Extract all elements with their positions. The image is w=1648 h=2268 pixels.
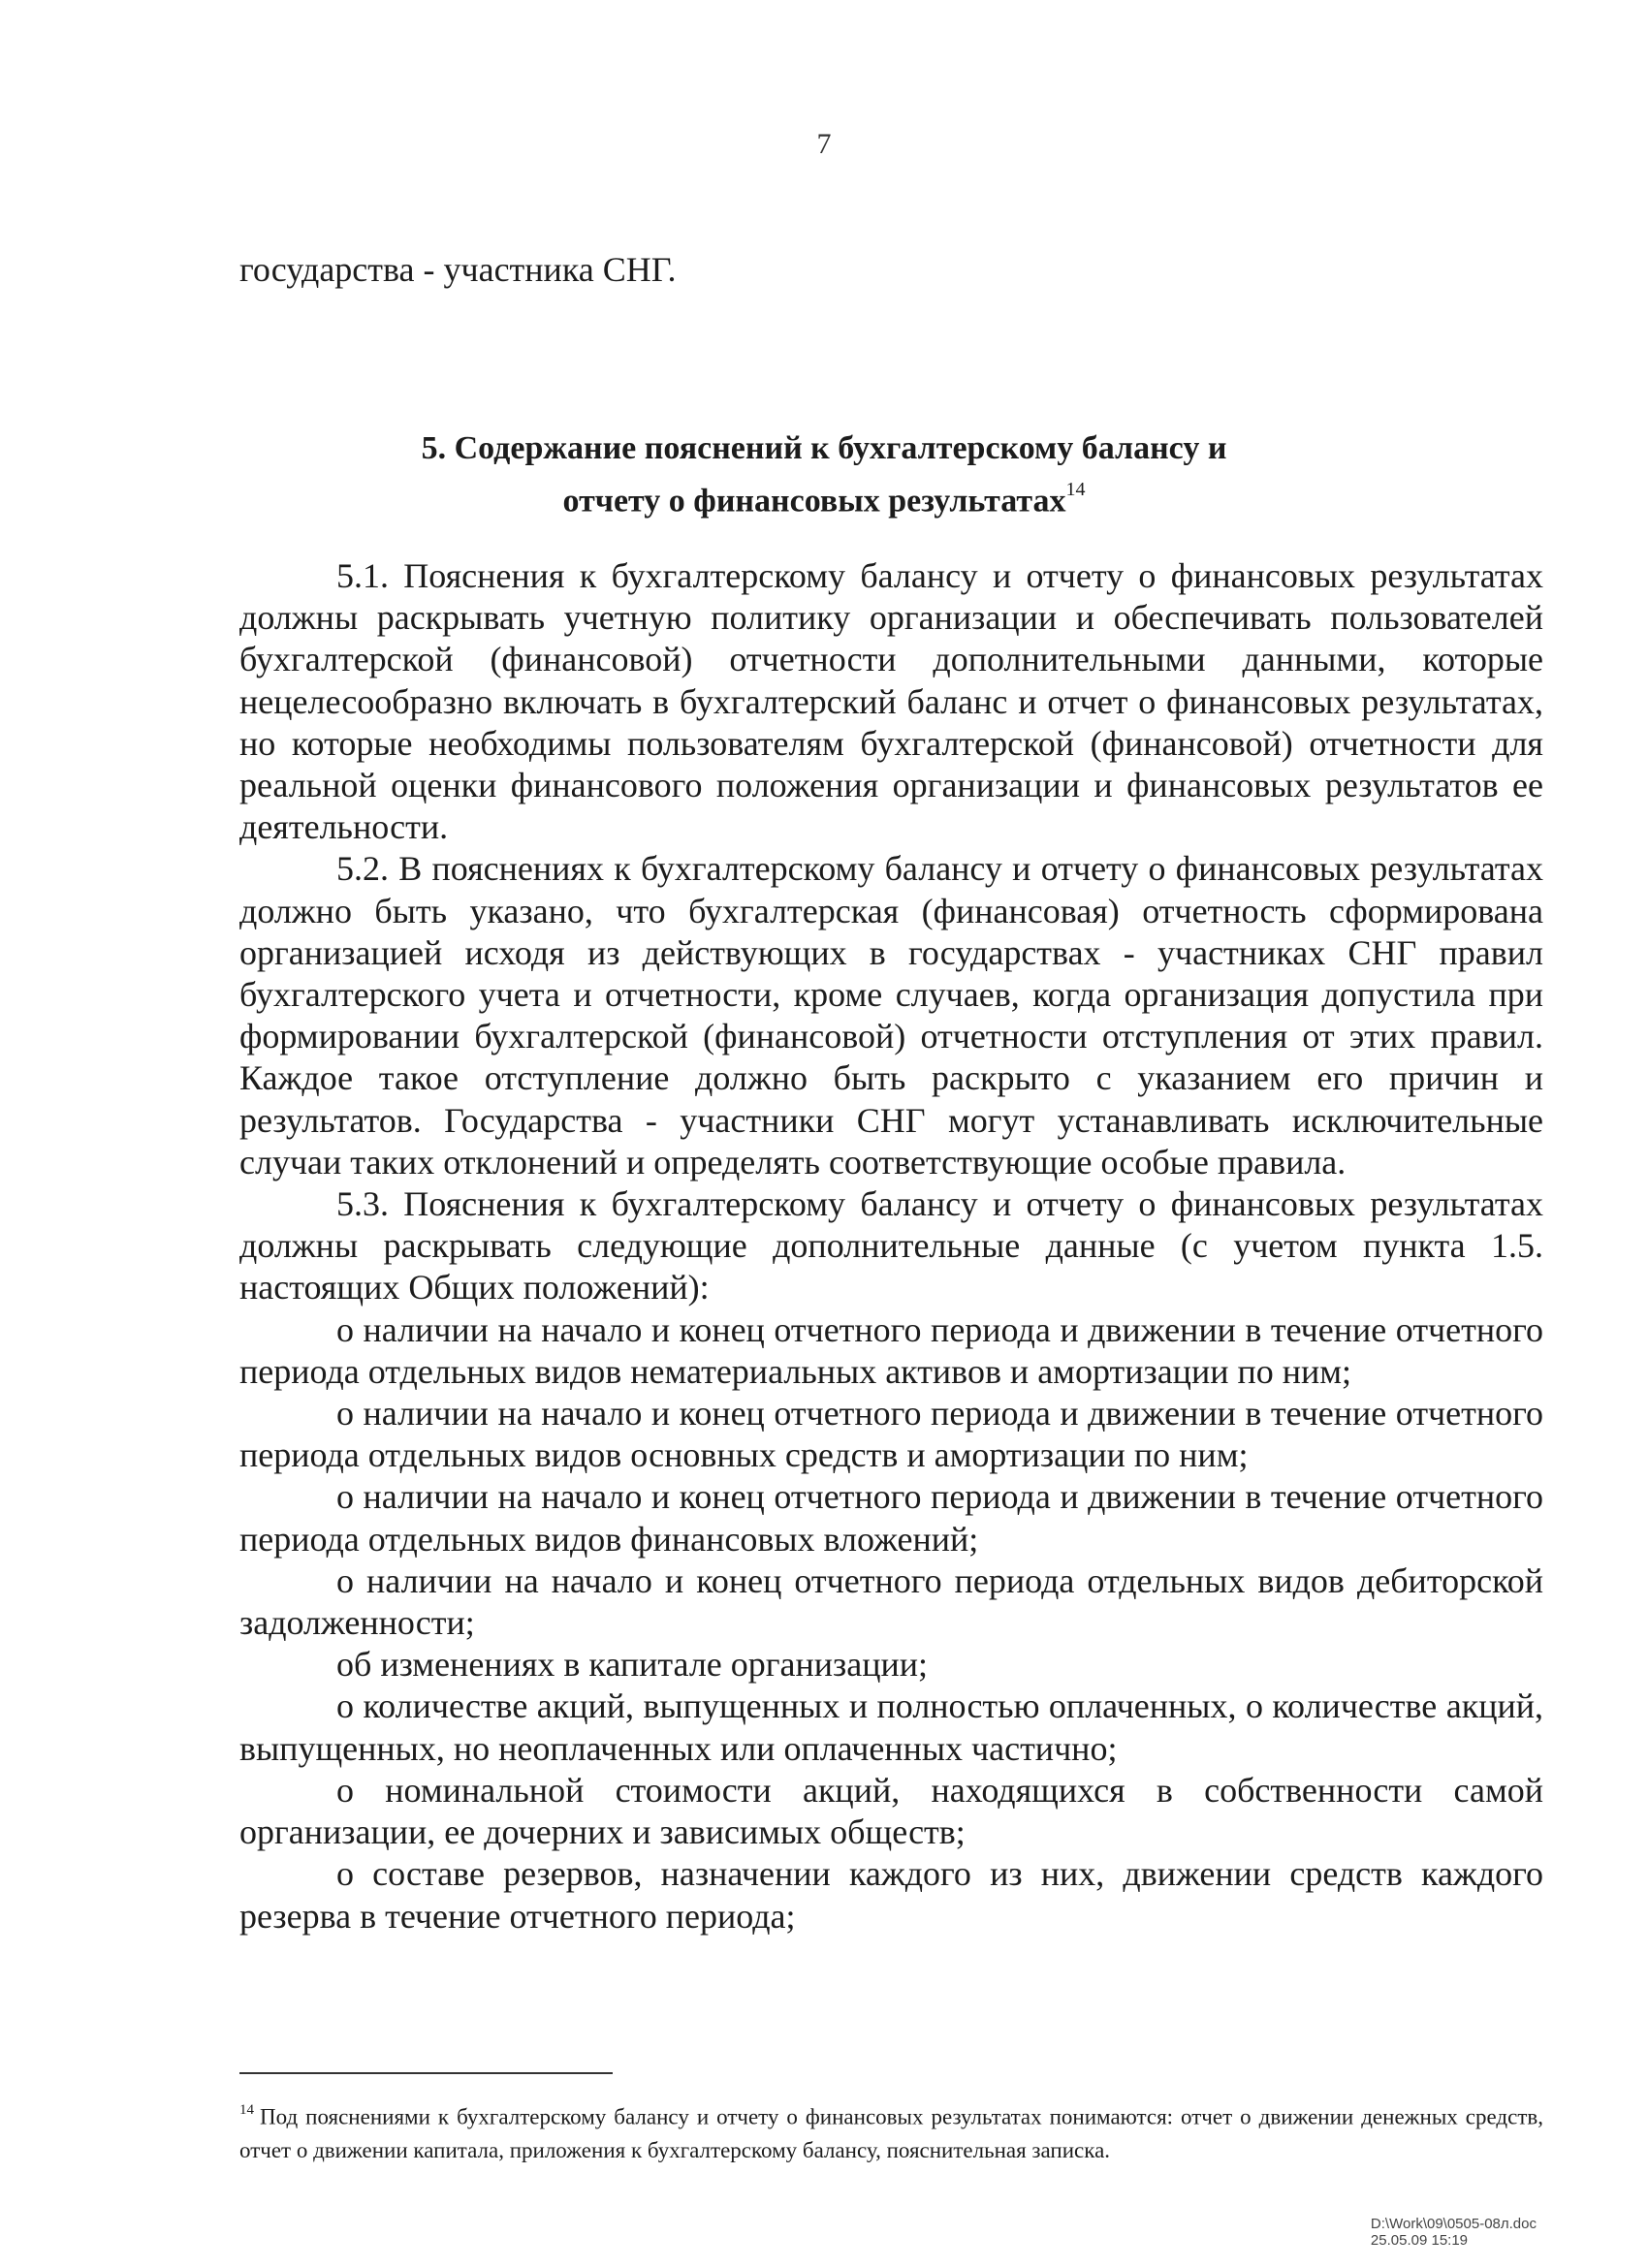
paragraph-5-3: 5.3. Пояснения к бухгалтерскому балансу и отчету о финансовых результатах должны раскрывать следующие дополнительные данные (с учетом пункта 1.5. настоящих Общих положений): — [239, 1184, 1543, 1307]
section-title-line-2: отчету о финансовых результатах — [562, 483, 1066, 520]
footnote-number: 14 — [239, 2102, 254, 2118]
list-item: о наличии на начало и конец отчетного периода и движении в течение отчетного периода отдельных видов финансовых вложений; — [239, 1477, 1543, 1559]
list-item: о составе резервов, назначении каждого из них, движении средств каждого резерва в течение отчетного периода; — [239, 1854, 1543, 1936]
footnote-reference: 14 — [1065, 479, 1086, 500]
list-item: о наличии на начало и конец отчетного периода отдельных видов дебиторской задолженности; — [239, 1560, 1543, 1643]
paragraph-5-1: 5.1. Пояснения к бухгалтерскому балансу и отчету о финансовых результатах должны раскрывать учетную политику организации и обеспечивать пользователей бухгалтерской (финансовой) отчетности дополнительными данными, которые нецелесообразно включать в бухгалтерский баланс и отчет о финансовых результатах, но которые необходимы пользователям бухгалтерской (финансовой) отчетности для реальной оценки финансового положения организации и финансовых результатов ее деятельности. — [239, 556, 1543, 847]
list-item: о наличии на начало и конец отчетного периода и движении в течение отчетного периода отдельных видов нематериальных активов и амортизации по ним; — [239, 1309, 1543, 1391]
file-path: D:\Work\09\0505-08л.doc — [1370, 2216, 1537, 2232]
section-title-line-1: 5. Содержание пояснений к бухгалтерскому балансу и — [421, 430, 1227, 466]
paragraph-5-2: 5.2. В пояснениях к бухгалтерскому балансу и отчету о финансовых результатах должно быть указано, что бухгалтерская (финансовая) отчетность сформирована организацией исходя из действующих в государствах - участниках СНГ правил бухгалтерского учета и отчетности, кроме случаев, когда организация допустила при формировании бухгалтерской (финансовой) отчетности отступления от этих правил. Каждое такое отступление должно быть раскрыто с указанием его причин и результатов. Государства - участники СНГ могут устанавливать исключительные случаи таких отклонений и определять соответствующие особые правила. — [239, 849, 1543, 1181]
list-item: о количестве акций, выпущенных и полностью оплаченных, о количестве акций, выпущенных, но неоплаченных или оплаченных частично; — [239, 1686, 1543, 1768]
list-item: о наличии на начало и конец отчетного периода и движении в течение отчетного периода отдельных видов основных средств и амортизации по ним; — [239, 1394, 1543, 1475]
footnote — [239, 2095, 1543, 2167]
list-item: о номинальной стоимости акций, находящихся в собственности самой организации, ее дочерних и зависимых обществ; — [239, 1770, 1543, 1852]
page-number: 7 — [816, 128, 832, 160]
section-title — [291, 426, 1357, 523]
file-date: 25.05.09 15:19 — [1370, 2232, 1469, 2249]
continuation-line: государства - участника СНГ. — [239, 250, 677, 289]
list-item: об изменениях в капитале организации; — [336, 1645, 929, 1685]
footnote-text: Под пояснениями к бухгалтерскому балансу и отчету о финансовых результатах понимаются: отчет о движении денежных средств, отчет о движении капитала, приложения к бухгалтерскому балансу, пояснительная записка. — [239, 2104, 1543, 2162]
body-text — [239, 555, 1543, 1937]
footnote-divider — [239, 2072, 613, 2074]
file-stamp — [1371, 2216, 1537, 2249]
